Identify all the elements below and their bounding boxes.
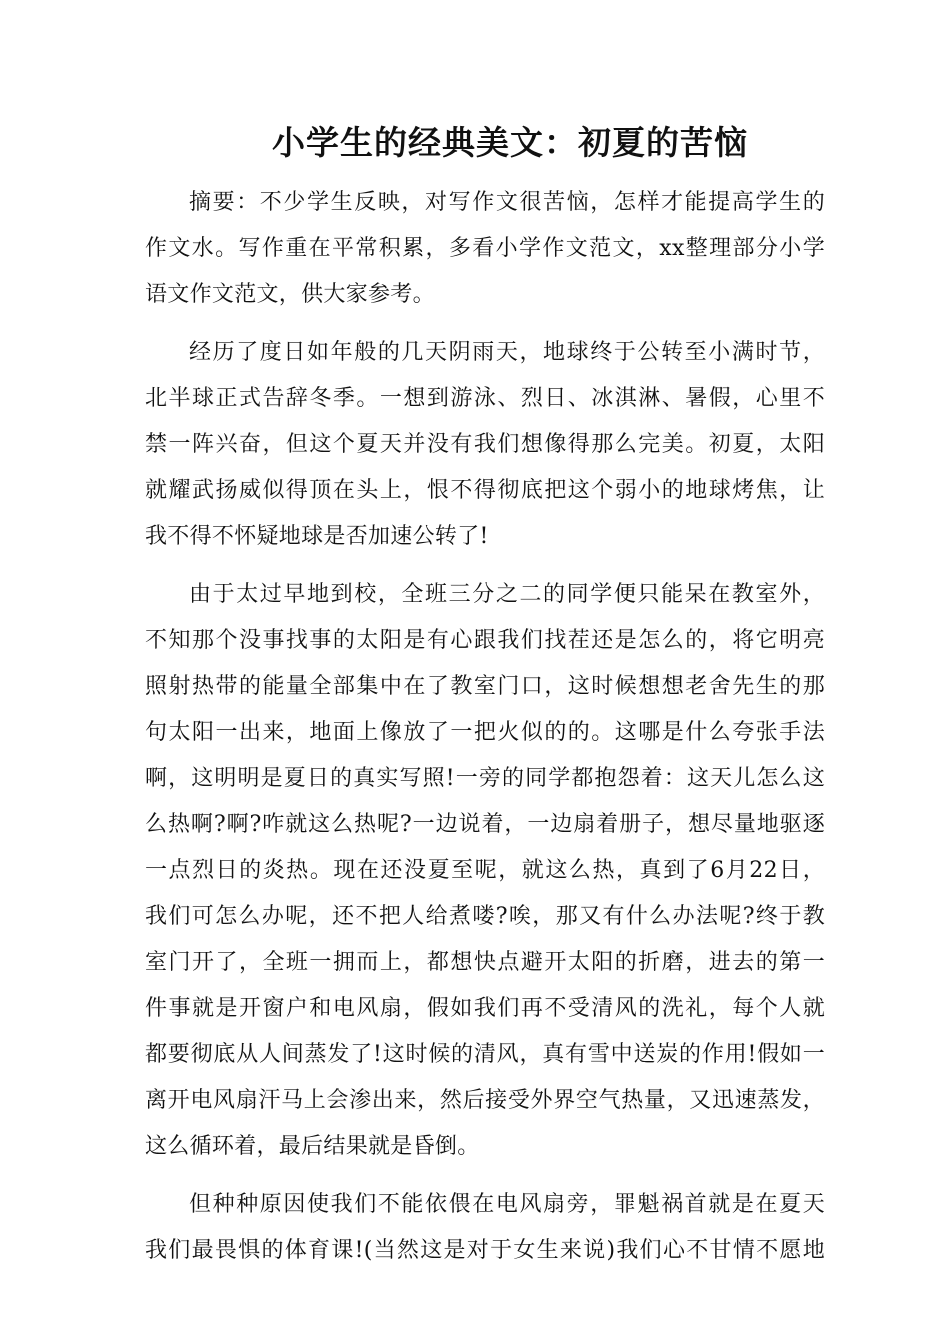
paragraph xyxy=(145,330,825,560)
text-line: 室门开了，全班一拥而上，都想快点避开太阳的折磨，进去的第一 xyxy=(145,950,825,975)
text-line: 句太阳一出来，地面上像放了一把火似的的。这哪是什么夸张手法 xyxy=(145,720,825,745)
text-line: 经历了度日如年般的几天阴雨天，地球终于公转至小满时节， xyxy=(189,340,825,365)
text-line: 都要彻底从人间蒸发了!这时候的清风，真有雪中送炭的作用!假如一 xyxy=(145,1042,825,1067)
paragraph xyxy=(145,572,825,1170)
text-line: 我不得不怀疑地球是否加速公转了! xyxy=(145,524,489,549)
text-line: 一点烈日的炎热。现在还没夏至呢，就这么热，真到了6月22日， xyxy=(145,858,825,883)
text-line: 件事就是开窗户和电风扇，假如我们再不受清风的洗礼，每个人就 xyxy=(145,996,825,1021)
text-line: 啊，这明明是夏日的真实写照!一旁的同学都抱怨着：这天儿怎么这 xyxy=(145,766,825,791)
paragraph-abstract xyxy=(145,180,825,318)
text-line: 禁一阵兴奋，但这个夏天并没有我们想像得那么完美。初夏，太阳 xyxy=(145,432,825,457)
text-line: 就耀武扬威似得顶在头上，恨不得彻底把这个弱小的地球烤焦，让 xyxy=(145,478,825,503)
text-line: 语文作文范文，供大家参考。 xyxy=(145,282,435,307)
text-line: 作文水。写作重在平常积累，多看小学作文范文，xx整理部分小学 xyxy=(145,236,825,261)
text-line: 我们最畏惧的体育课!(当然这是对于女生来说)我们心不甘情不愿地 xyxy=(145,1238,825,1263)
text-line: 这么循环着，最后结果就是昏倒。 xyxy=(145,1134,480,1159)
text-line: 我们可怎么办呢，还不把人给煮喽?唉，那又有什么办法呢?终于教 xyxy=(145,904,825,929)
text-line: 由于太过早地到校，全班三分之二的同学便只能呆在教室外， xyxy=(189,582,825,607)
text-line: 离开电风扇汗马上会渗出来，然后接受外界空气热量，又迅速蒸发， xyxy=(145,1088,825,1113)
paragraph xyxy=(145,1182,825,1274)
text-line: 北半球正式告辞冬季。一想到游泳、烈日、冰淇淋、暑假，心里不 xyxy=(145,386,825,411)
text-line: 但种种原因使我们不能依偎在电风扇旁，罪魁祸首就是在夏天 xyxy=(189,1192,825,1217)
document-title: 小学生的经典美文：初夏的苦恼 xyxy=(272,123,748,162)
document-body xyxy=(145,180,825,1286)
text-line: 不知那个没事找事的太阳是有心跟我们找茬还是怎么的，将它明亮 xyxy=(145,628,825,653)
text-line: 照射热带的能量全部集中在了教室门口，这时候想想老舍先生的那 xyxy=(145,674,825,699)
text-line: 摘要：不少学生反映，对写作文很苦恼，怎样才能提高学生的 xyxy=(189,190,825,215)
text-line: 么热啊?啊?咋就这么热呢?一边说着，一边扇着册子，想尽量地驱逐 xyxy=(145,812,825,837)
